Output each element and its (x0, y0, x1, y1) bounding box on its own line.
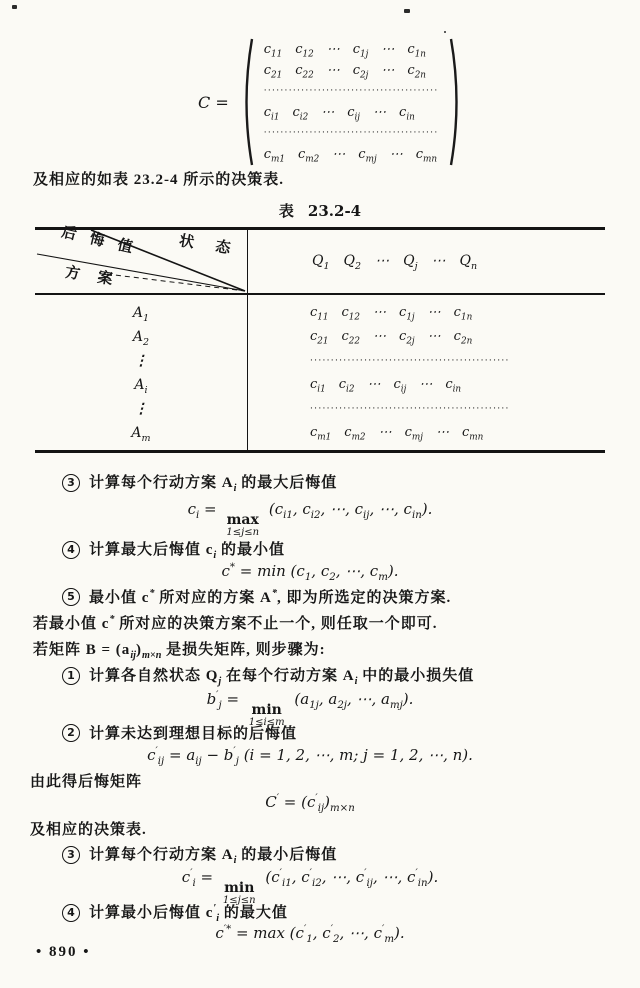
left-parenthesis (239, 36, 254, 168)
formula-lhs: $c'_i$ = (181, 868, 214, 889)
operator-limits: 1≤j≤n (222, 895, 256, 906)
row-cells: $c_{m1}$ $c_{m2}$ ⋯ $c_{mj}$ ⋯ $c_{mn}$ (310, 425, 484, 443)
row-label: ⋮ (134, 353, 148, 369)
formula-rhs: ($c'_{i1}$, $c'_{i2}$, ⋯, $c'_{ij}$, ⋯, $c'_{in}$). (265, 868, 439, 889)
row-label: ⋮ (134, 401, 148, 417)
row-label: $A_2$ (132, 329, 150, 348)
step-number-badge: 4 (62, 904, 80, 922)
table-row (35, 325, 605, 349)
row-cells: ················································ (310, 404, 510, 414)
step-text: 计算每个行动方案 $A_i$ 的最小后悔值 (89, 847, 338, 866)
corner-label-alternative: 方 案 (63, 264, 121, 290)
step-min-loss (62, 664, 474, 687)
step-text: 计算各自然状态 $Q_j$ 在每个行动方案 $A_i$ 中的最小损失值 (89, 668, 475, 687)
step-min-of-max (62, 538, 285, 561)
page-number: • 890 • (36, 944, 91, 960)
scan-speck (404, 9, 410, 13)
cost-matrix-equation (198, 36, 464, 168)
matrix-dots-row: ·········································· (263, 86, 439, 96)
matrix-row: $c_{11}$ $c_{12}$ ⋯ $c_{1j}$ ⋯ $c_{1n}$ (263, 42, 426, 60)
operator-min: min (251, 702, 282, 718)
decision-table (35, 224, 605, 455)
right-parenthesis (449, 36, 464, 168)
step-number-badge: 4 (62, 541, 80, 559)
table-caption-prefix: 表 (278, 204, 294, 220)
corner-label-state: 状 态 (177, 233, 241, 259)
table-header-rule (35, 293, 605, 295)
loss-matrix-intro-text: 若矩阵 $B = (a_{ij})_{m\times n}$ 是损失矩阵, 则步骤为: (33, 642, 326, 661)
step-selected-plan (62, 586, 451, 607)
regret-matrix-tail-text: 及相应的决策表. (30, 822, 147, 838)
row-cells: $c_{11}$ $c_{12}$ ⋯ $c_{1j}$ ⋯ $c_{1n}$ (310, 305, 473, 323)
intro-text: 及相应的如表 23.2-4 所示的决策表. (33, 172, 284, 188)
formula-regret-matrix: $C' = (c'_{ij})_{m\times n}$ (265, 793, 355, 814)
formula-max-of-min: $c^{'*} = \max (c'_1$, $c'_2$, ⋯, $c'_m$). (215, 924, 405, 945)
row-cells: $c_{21}$ $c_{22}$ ⋯ $c_{2j}$ ⋯ $c_{2n}$ (310, 329, 473, 347)
step-min-regret (62, 843, 337, 866)
formula-max-regret (0, 500, 620, 538)
table-ellipsis-row (35, 397, 605, 421)
table-bottom-rule (35, 450, 605, 453)
matrix-row: $c_{i1}$ $c_{i2}$ ⋯ $c_{ij}$ ⋯ $c_{in}$ (263, 105, 415, 123)
matrix-row: $c_{21}$ $c_{22}$ ⋯ $c_{2j}$ ⋯ $c_{2n}$ (263, 63, 426, 81)
matrix-row: $c_{m1}$ $c_{m2}$ ⋯ $c_{mj}$ ⋯ $c_{mn}$ (263, 147, 438, 165)
formula-lhs: $b'_j$ = (206, 690, 240, 711)
row-cells: $c_{i1}$ $c_{i2}$ ⋯ $c_{ij}$ ⋯ $c_{in}$ (310, 377, 462, 395)
step-text: 最小值 c* 所对应的方案 A*, 即为所选定的决策方案. (89, 588, 452, 606)
row-label: $A_i$ (134, 377, 148, 396)
table-row (35, 373, 605, 397)
matrix-dots-row: ·········································· (263, 128, 439, 138)
step-number-badge: 3 (62, 474, 80, 492)
row-label: $A_m$ (131, 425, 151, 444)
regret-matrix-lead-text: 由此得后悔矩阵 (30, 774, 143, 790)
step-number-badge: 5 (62, 588, 80, 606)
step-text: 计算最大后悔值 $c_i$ 的最小值 (89, 542, 286, 561)
row-cells: ················································ (310, 356, 510, 366)
table-row (35, 301, 605, 325)
step-text: 计算未达到理想目标的后悔值 (89, 726, 298, 742)
step-number-badge: 3 (62, 846, 80, 864)
operator-limits: 1≤j≤n (226, 527, 260, 538)
table-caption (0, 200, 640, 221)
operator-limits: 1≤i≤m (248, 717, 285, 728)
step-max-regret (62, 471, 337, 494)
formula-min-of-max: $c^* = \min (c_1$, $c_2$, ⋯, $c_m$). (221, 562, 399, 583)
step-regret-of-ideal (62, 722, 297, 743)
formula-rhs: ($c_{i1}$, $c_{i2}$, ⋯, $c_{ij}$, ⋯, $c_{in}$). (268, 500, 433, 521)
operator-max: max (226, 512, 259, 528)
table-row (35, 421, 605, 445)
formula-lhs: $c_i$ = (187, 500, 217, 521)
formula-regret-definition: $c'_{ij} = a_{ij} - b'_j$ (i = 1, 2, ⋯, m; j = 1, 2, ⋯, n). (147, 746, 473, 767)
matrix-lhs: C = (198, 92, 229, 112)
operator-min: min (224, 880, 255, 896)
row-label: $A_1$ (132, 305, 150, 324)
table-caption-number: 23.2-4 (307, 202, 362, 220)
step-text: 计算每个行动方案 $A_i$ 的最大后悔值 (89, 475, 338, 494)
step-text: 计算最小后悔值 $c'_i$ 的最大值 (89, 903, 288, 924)
corner-label-regret-value: 后 悔 值 (59, 224, 139, 258)
step-number-badge: 1 (62, 667, 80, 685)
scan-speck (12, 5, 17, 9)
tie-note-text: 若最小值 c* 所对应的决策方案不止一个, 则任取一个即可. (33, 614, 438, 632)
state-column-headers: $Q_1$ $Q_2$ ⋯ $Q_j$ ⋯ $Q_n$ (312, 253, 478, 272)
matrix-rows (258, 39, 445, 165)
step-number-badge: 2 (62, 724, 80, 742)
limit-operator (226, 513, 259, 538)
table-ellipsis-row (35, 349, 605, 373)
scan-speck (444, 31, 446, 33)
formula-rhs: ($a_{1j}$, $a_{2j}$, ⋯, $a_{mj}$). (294, 690, 414, 711)
step-max-of-min (62, 901, 288, 924)
